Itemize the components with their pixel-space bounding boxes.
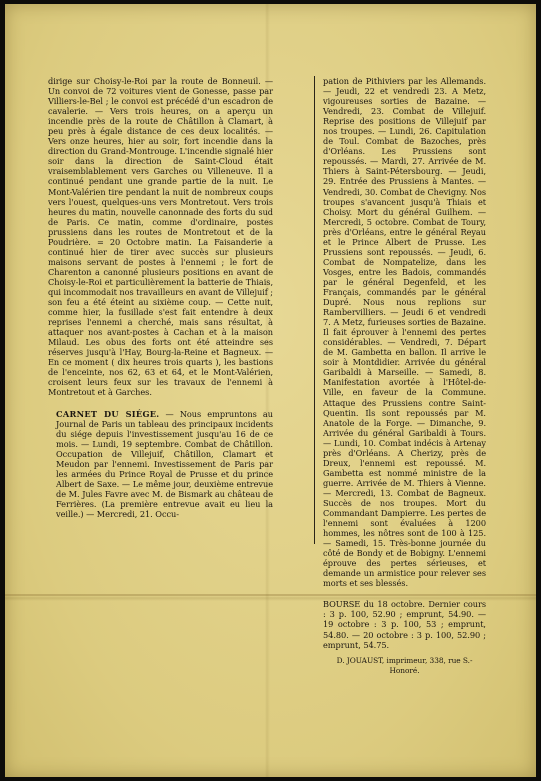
newspaper-page (5, 4, 536, 777)
column-rule (314, 76, 315, 544)
chronology-paragraph: pation de Pithiviers par les Allemands. — Jeudi, 22 et vendredi 23. A Metz, vigoureuses sorties de Bazaine. — Vendredi, 23. Combat de Villejuif. Reprise des positions de Villejuif par nos troupes. — Lundi, 26. Capitulation de Toul. Combat de Bazoches, près d'Orléans. Les Prussiens sont repoussés. — Mardi, 27. Arrivée de M. Thiers à Saint-Pétersbourg. — Jeudi, 29. Entrée des Prussiens à Mantes. — Vendredi, 30. Combat de Chevigny. Nos troupes s'avancent jusqu'à Thiais et Choisy. Mort du général Guilhem. — Mercredi, 5 octobre. Combat de Toury, près d'Orléans, entre le général Reyau et le Prince Albert de Prusse. Les Prussiens sont repoussés. — Jeudi, 6. Combat de Nompatelize, dans les Vosges, entre les Badois, commandés par le général Degenfeld, et les Français, commandés par le général Dupré. Nous nous replions sur Rambervilliers. — Jeudi 6 et vendredi 7. A Metz, furieuses sorties de Bazaine. Il fait éprouver à l'ennemi des pertes considérables. — Vendredi, 7. Départ de M. Gambetta en ballon. Il arrive le soir à Montdidier. Arrivée du général Garibaldi à Marseille. — Samedi, 8. Manifestation avortée à l'Hôtel-de-Ville, en faveur de la Commune. Attaque des Prussiens contre Saint-Quentin. Ils sont repoussés par M. Anatole de la Forge. — Dimanche, 9. Arrivée du général Garibaldi à Tours. — Lundi, 10. Combat indécis à Artenay près d'Orléans. A Cherizy, près de Dreux, l'ennemi est repoussé. M. Gambetta est nommé ministre de la guerre. Arrivée de M. Thiers à Vienne. — Mercredi, 13. Combat de Bagneux. Succès de nos troupes. Mort du Commandant Dampierre. Les pertes de l'ennemi sont évaluées à 1200 hommes, les nôtres sont de 100 à 125. — Samedi, 15. Très-bonne journée du côté de Bondy et de Bobigny. L'ennemi éprouve des pertes sérieuses, et demande un armistice pour relever ses morts et ses blessés. (323, 76, 486, 589)
carnet-text: — Nous empruntons au Journal de Paris un tableau des principaux incidents du siége depuis l'investissement jusqu'au 16 de ce mois. — Lundi, 19 septembre. Combat de Châtillon. Occupation de Villejuif, Châtillon, Clamart et Meudon par l'ennemi. Investissement de Paris par les armées du Prince Royal de Prusse et du prince Albert de Saxe. — Le même jour, deuxième entrevue de M. Jules Favre avec M. de Bismark au château de Ferrières. (La première entrevue avait eu lieu la veille.) — Mercredi, 21. Occu- (56, 408, 273, 519)
carnet-paragraph (48, 409, 273, 520)
carnet-heading: CARNET DU SIÉGE. (56, 408, 160, 419)
report-paragraph: dirige sur Choisy-le-Roi par la route de Bonneuil. — Un convoi de 72 voitures vient de Gonesse, passe par Villiers-le-Bel ; le convoi est précédé d'un escadron de cavalerie. — Vers trois heures, on a aperçu un incendie près de la route de Châtillon à Clamart, à peu près à égale distance de ces deux localités. — Vers onze heures, hier au soir, fort incendie dans la direction du Grand-Montrouge. L'incendie signalé hier soir dans la direction de Saint-Cloud était vraisemblablement vers Garches ou Villeneuve. Il a continué pendant une grande partie de la nuit. Le Mont-Valérien tire pendant la nuit de nombreux coups vers l'ouest, quelques-uns vers Montretout. Vers trois heures du matin, nouvelle canonnade des forts du sud de Paris. Ce matin, comme d'ordinaire, postes prussiens dans les routes de Montretout et de la Poudrière. = 20 Octobre matin. La Faisanderie a continué hier de tirer avec succès sur plusieurs maisons servant de postes à l'ennemi ; le fort de Charenton a canonné plusieurs positions en avant de Choisy-le-Roi et particulièrement la batterie de Thiais, qui incommodait nos travailleurs en avant de Villejuif ; son feu a été éteint au sixième coup. — Cette nuit, comme hier, la fusillade s'est fait entendre à deux reprises l'ennemi a cherché, mais sans résultat, à attaquer nos avant-postes à Cachan et à la maison Milaud. Les obus des forts ont été atteindre ses réserves jusqu'à l'Hay, Bourg-la-Reine et Bagneux. — En ce moment ( dix heures trois quarts ), les bastions de l'enceinte, nos 62, 63 et 64, et le Mont-Valérien, croisent leurs feux sur les travaux de l'ennemi à Montretout et à Garches. (48, 76, 273, 398)
right-column (323, 76, 486, 676)
printer-imprint: D. JOUAUST, imprimeur, 338, rue S.-Honoré. (336, 655, 473, 675)
left-column (48, 76, 273, 519)
bourse-paragraph: BOURSE du 18 octobre. Dernier cours : 3 p. 100, 52.90 ; emprunt, 54.90. — 19 octobre : 3 p. 100, 53 ; emprunt, 54.80. — 20 octobre : 3 p. 100, 52.90 ; emprunt, 54.75. (323, 599, 486, 650)
